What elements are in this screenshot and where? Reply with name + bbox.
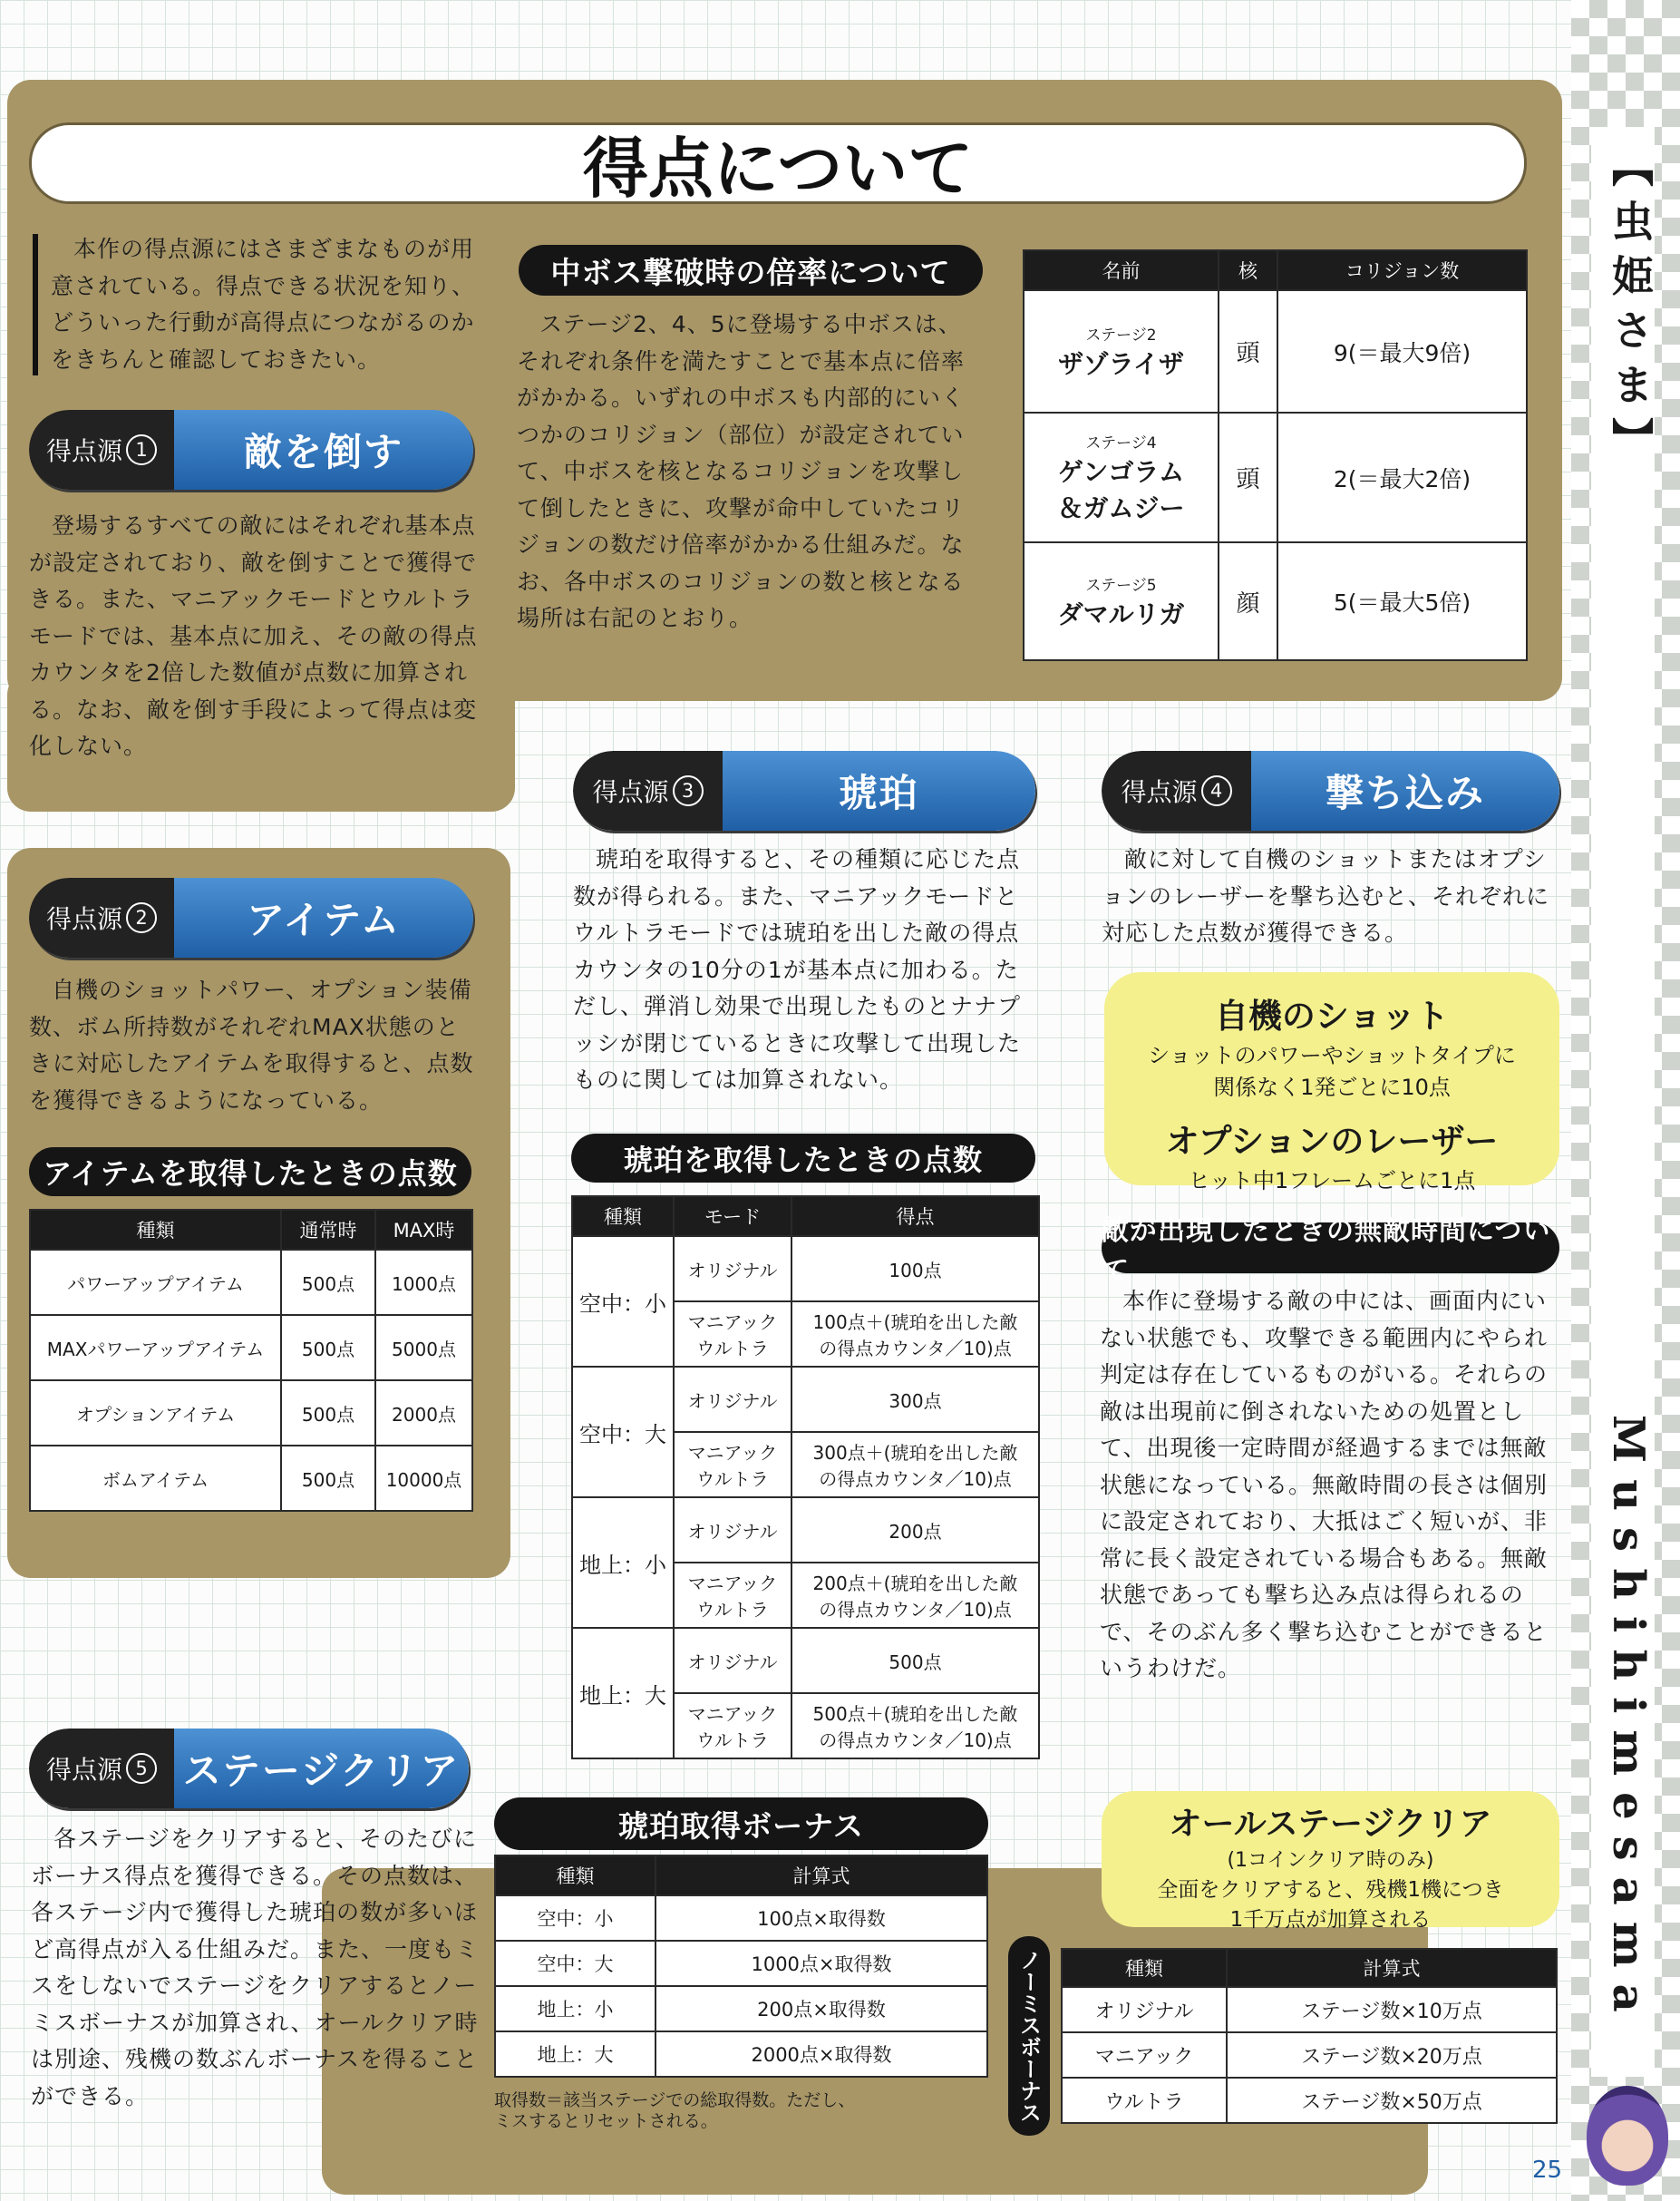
- source1-title: 敵を倒す: [174, 410, 473, 490]
- core-cell: 顔: [1219, 542, 1277, 660]
- mode-maniac: マニアック ウルトラ: [674, 1693, 791, 1758]
- shot-desc-2: 関係なく1発ごとに10点: [1213, 1075, 1451, 1100]
- all-clear-desc-2: 1千万点が加算される: [1229, 1908, 1432, 1932]
- mode-original: オリジナル: [674, 1236, 791, 1301]
- midboss-text: ステージ2、4、5に登場する中ボスは、それぞれ条件を満たすことで基本点に倍率がかかる。いずれの中ボスも内部的にいくつかのコリジョン（部位）が設定されていて、中ボスを核となるコリジョンを攻撃して倒したときに、攻撃が命中していたコリジョンの数だけ倍率がかかる仕組みだ。なお、各中ボスのコリジョンの数と核となる場所は右記のとおり。: [517, 311, 966, 631]
- amber-bonus-heading: 琥珀取得ボーナス: [494, 1797, 988, 1850]
- item-col-normal: 通常時: [281, 1210, 375, 1250]
- count-cell: 9(＝最大9倍): [1277, 290, 1527, 413]
- amber-table: [571, 1195, 1040, 1759]
- boss-name: ダマルリガ: [1057, 599, 1185, 629]
- source1-label: 得点源 1: [29, 410, 174, 490]
- invincible-heading: 敵が出現したときの無敵時間について: [1102, 1222, 1559, 1273]
- mode-original: オリジナル: [674, 1497, 791, 1563]
- midboss-col-name: 名前: [1024, 250, 1219, 290]
- item-name: ボムアイテム: [30, 1446, 281, 1511]
- source5-label: 得点源 5: [29, 1729, 174, 1808]
- bonus-type: 空中：大: [495, 1941, 655, 1986]
- source2-header: [29, 878, 473, 958]
- nomiss-formula: ステージ数×10万点: [1227, 1987, 1557, 2032]
- amber-type: 地上：大: [572, 1628, 674, 1758]
- intro-bar: [33, 234, 38, 375]
- source4-label: 得点源 4: [1102, 751, 1251, 831]
- stage-label: ステージ4: [1085, 434, 1157, 453]
- item-normal: 500点: [281, 1380, 375, 1446]
- item-table: [29, 1209, 473, 1512]
- laser-desc: ヒット中1フレームごとに1点: [1188, 1168, 1476, 1193]
- midboss-name-cell: [1024, 413, 1219, 542]
- score-original: 200点: [791, 1497, 1039, 1563]
- midboss-heading: 中ボス撃破時の倍率について: [519, 245, 983, 296]
- bonus-type: 地上：大: [495, 2031, 655, 2077]
- bonus-formula: 100点×取得数: [655, 1895, 987, 1941]
- sidebar-english: Mushihimesama: [1603, 1415, 1654, 2029]
- source4-header: [1102, 751, 1559, 831]
- bonus-col-type: 種類: [495, 1855, 655, 1895]
- nomiss-col-type: 種類: [1062, 1949, 1227, 1987]
- source5-header: [29, 1729, 469, 1808]
- source3-header: [573, 751, 1035, 831]
- score-original: 100点: [791, 1236, 1039, 1301]
- item-table-title: アイテムを取得したときの点数: [29, 1147, 471, 1196]
- nomiss-table: [1061, 1948, 1558, 2124]
- score-maniac: 200点＋(琥珀を出した敵 の得点カウンタ／10)点: [791, 1563, 1039, 1628]
- amber-type: 空中：小: [572, 1236, 674, 1367]
- item-name: オプションアイテム: [30, 1380, 281, 1446]
- item-max: 10000点: [375, 1446, 472, 1511]
- source2-label: 得点源 2: [29, 878, 174, 958]
- mode-maniac: マニアック ウルトラ: [674, 1563, 791, 1628]
- midboss-col-core: 核: [1219, 250, 1277, 290]
- note-line-1: 取得数＝該当ステージでの総取得数。ただし、: [494, 2090, 856, 2110]
- intro-text: 本作の得点源にはさまざまなものが用意されている。得点できる状況を知り、どういった行動が高得点につながるのかをきちんと確認しておきたい。: [51, 236, 476, 373]
- shot-desc-1: ショットのパワーやショットタイプに: [1148, 1043, 1516, 1068]
- source3-label: 得点源 3: [573, 751, 723, 831]
- source4-text: 敵に対して自機のショットまたはオプションのレーザーを撃ち込むと、それぞれに対応した点数が獲得できる。: [1102, 846, 1550, 946]
- item-col-type: 種類: [30, 1210, 281, 1250]
- score-maniac: 100点＋(琥珀を出した敵 の得点カウンタ／10)点: [791, 1301, 1039, 1367]
- midboss-name-cell: [1024, 542, 1219, 660]
- midboss-col-count: コリジョン数: [1277, 250, 1527, 290]
- item-max: 5000点: [375, 1315, 472, 1380]
- page-title: 得点について: [29, 122, 1527, 204]
- bonus-type: 地上：小: [495, 1986, 655, 2031]
- score-maniac: 500点＋(琥珀を出した敵 の得点カウンタ／10)点: [791, 1693, 1039, 1758]
- mascot-avatar: [1587, 2086, 1668, 2186]
- nomiss-label-text: ノーミスボーナス: [1015, 1949, 1042, 2123]
- amber-col-score: 得点: [791, 1196, 1039, 1236]
- nomiss-label: [1008, 1936, 1050, 2136]
- core-cell: 頭: [1219, 290, 1277, 413]
- nomiss-formula: ステージ数×20万点: [1227, 2032, 1557, 2078]
- item-col-max: MAX時: [375, 1210, 472, 1250]
- source3-title: 琥珀: [723, 751, 1035, 831]
- boss-name: ザゾライザ: [1058, 349, 1184, 379]
- nomiss-type: マニアック: [1062, 2032, 1227, 2078]
- midboss-name-cell: [1024, 290, 1219, 413]
- note-line-2: ミスするとリセットされる。: [494, 2111, 718, 2131]
- source4-title: 撃ち込み: [1251, 751, 1559, 831]
- all-clear-sub: (1コインクリア時のみ): [1227, 1849, 1434, 1872]
- source2-text: 自機のショットパワー、オプション装備数、ボム所持数がそれぞれMAX状態のときに対応したアイテムを取得すると、点数を獲得できるようになっている。: [29, 977, 474, 1114]
- core-cell: 頭: [1219, 413, 1277, 542]
- amber-bonus-note: [494, 2090, 855, 2132]
- amber-col-mode: モード: [674, 1196, 791, 1236]
- source2-title: アイテム: [174, 878, 473, 958]
- all-clear-title: オールステージクリア: [1169, 1806, 1492, 1843]
- item-max: 1000点: [375, 1250, 472, 1315]
- source1-text: 登場するすべての敵にはそれぞれ基本点が設定されており、敵を倒すことで獲得できる。また、マニアックモードとウルトラモードでは、基本点に加え、その敵の得点カウンタを2倍した数値が点数に加算される。なお、敵を倒す手段によって得点は変化しない。: [29, 512, 478, 759]
- amber-table-title: 琥珀を取得したときの点数: [571, 1134, 1035, 1183]
- score-original: 500点: [791, 1628, 1039, 1693]
- item-max: 2000点: [375, 1380, 472, 1446]
- item-name: パワーアップアイテム: [30, 1250, 281, 1315]
- mode-maniac: マニアック ウルトラ: [674, 1301, 791, 1367]
- source5-text: 各ステージをクリアすると、そのたびにボーナス得点を獲得できる。その点数は、各ステージ内で獲得した琥珀の数が多いほど高得点が入る仕組みだ。また、一度もミスをしないでステージをクリアするとノーミスボーナスが加算され、オールクリア時は別途、残機の数ぶんボーナスを得ることができる。: [31, 1826, 480, 2109]
- all-clear-box: [1102, 1791, 1559, 1932]
- bonus-formula: 1000点×取得数: [655, 1941, 987, 1986]
- shot-title: 自機のショット: [1214, 997, 1450, 1036]
- page-number: 25: [1532, 2157, 1563, 2184]
- item-normal: 500点: [281, 1250, 375, 1315]
- stage-label: ステージ2: [1085, 326, 1157, 345]
- mode-original: オリジナル: [674, 1628, 791, 1693]
- shot-box: [1104, 972, 1559, 1193]
- nomiss-type: オリジナル: [1062, 1987, 1227, 2032]
- source3-text: 琥珀を取得すると、その種類に応じた点数が得られる。また、マニアックモードとウルトラモードでは琥珀を出した敵の得点カウンタの10分の1が基本点に加わる。ただし、弾消し効果で出現したものとナナプッシが閉じているときに攻撃して出現したものに関しては加算されない。: [573, 846, 1022, 1093]
- invincible-text: 本作に登場する敵の中には、画面内にいない状態でも、攻撃できる範囲内にやられ判定は存在しているものがいる。それらの敵は出現前に倒されないための処置として、出現後一定時間が経過するまでは無敵状態になっている。無敵時間の長さは個別に設定されており、大抵はごく短いが、非常に長く設定されている場合もある。無敵状態であっても撃ち込み点は得られるので、そのぶん多く撃ち込むことができるというわけだ。: [1100, 1288, 1549, 1681]
- sidebar-title: 【虫姫さま】: [1606, 145, 1655, 472]
- count-cell: 5(＝最大5倍): [1277, 542, 1527, 660]
- item-name: MAXパワーアップアイテム: [30, 1315, 281, 1380]
- bonus-type: 空中：小: [495, 1895, 655, 1941]
- source5-title: ステージクリア: [174, 1729, 469, 1808]
- nomiss-type: ウルトラ: [1062, 2078, 1227, 2123]
- amber-col-type: 種類: [572, 1196, 674, 1236]
- nomiss-col-formula: 計算式: [1227, 1949, 1557, 1987]
- mode-original: オリジナル: [674, 1367, 791, 1432]
- item-normal: 500点: [281, 1315, 375, 1380]
- nomiss-formula: ステージ数×50万点: [1227, 2078, 1557, 2123]
- bonus-col-formula: 計算式: [655, 1855, 987, 1895]
- bonus-formula: 200点×取得数: [655, 1986, 987, 2031]
- boss-name: ゲンゴラム＆ガムジー: [1057, 457, 1185, 523]
- bonus-formula: 2000点×取得数: [655, 2031, 987, 2077]
- stage-label: ステージ5: [1085, 576, 1157, 595]
- source1-header: [29, 410, 473, 490]
- midboss-table: [1023, 249, 1528, 661]
- count-cell: 2(＝最大2倍): [1277, 413, 1527, 542]
- amber-bonus-table: [494, 1855, 988, 2078]
- all-clear-desc-1: 全面をクリアすると、残機1機につき: [1157, 1878, 1504, 1902]
- mode-maniac: マニアック ウルトラ: [674, 1432, 791, 1497]
- amber-type: 地上：小: [572, 1497, 674, 1628]
- laser-title: オプションのレーザー: [1165, 1122, 1499, 1161]
- amber-type: 空中：大: [572, 1367, 674, 1497]
- item-normal: 500点: [281, 1446, 375, 1511]
- score-maniac: 300点＋(琥珀を出した敵 の得点カウンタ／10)点: [791, 1432, 1039, 1497]
- score-original: 300点: [791, 1367, 1039, 1432]
